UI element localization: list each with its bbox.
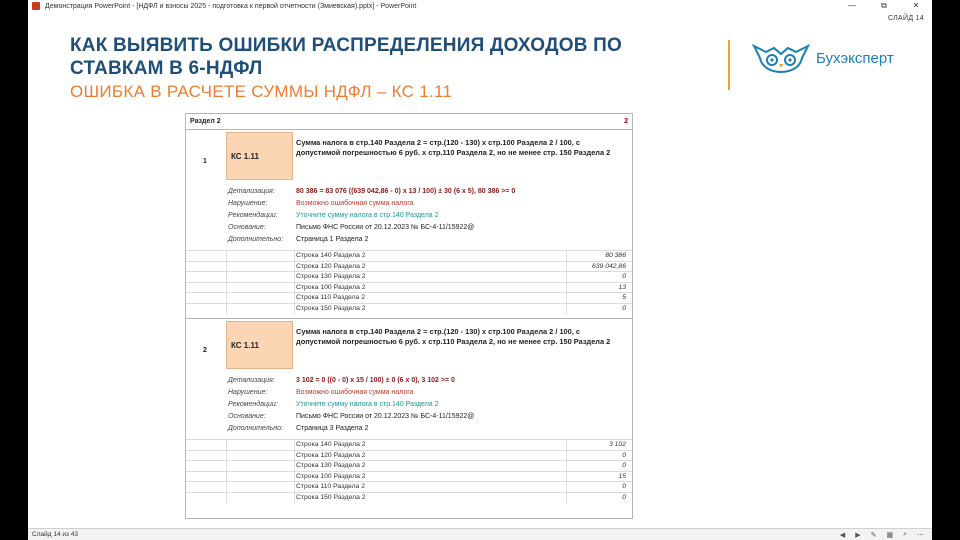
recommendation-row: Рекомендации: Уточните сумму налога в стр.140 Раздела 2 — [228, 212, 439, 219]
basis-row: Основание: Письмо ФНС России от 20.12.2023 № БС-4-11/15922@ — [228, 413, 475, 420]
window-title-bar — [28, 0, 932, 12]
additional-row: Дополнительно: Страница 1 Раздела 2 — [228, 236, 369, 243]
close-button[interactable]: ✕ — [912, 1, 920, 10]
recommendation-row: Рекомендации: Уточните сумму налога в стр.140 Раздела 2 — [228, 401, 439, 408]
violation-row: Нарушение: Возможно ошибочная сумма налога — [228, 389, 414, 396]
previous-slide-icon[interactable]: ◀ — [839, 531, 846, 539]
divider-line — [728, 40, 730, 90]
report-header — [186, 114, 632, 130]
powerpoint-icon — [32, 2, 40, 10]
table-row: Строка 130 Раздела 2 0 — [186, 271, 632, 282]
more-options-icon[interactable]: ⋯ — [917, 531, 924, 539]
slide-number: СЛАЙД 14 — [888, 15, 924, 22]
table-row: Строка 130 Раздела 2 0 — [186, 460, 632, 471]
error-number: 2 — [203, 347, 207, 354]
logo-text: Бухэксперт — [816, 49, 894, 67]
line-values — [186, 439, 632, 502]
table-row: Строка 110 Раздела 2 5 — [186, 292, 632, 303]
table-row: Строка 100 Раздела 2 13 — [186, 282, 632, 293]
basis-row: Основание: Письмо ФНС России от 20.12.2023 № БС-4-11/15922@ — [228, 224, 475, 231]
next-slide-icon[interactable]: ▶ — [855, 531, 861, 539]
error-block — [186, 319, 632, 508]
restore-button[interactable]: ⧉ — [881, 1, 887, 10]
pen-icon[interactable]: ✎ — [870, 531, 877, 539]
grid-view-icon[interactable]: ▦ — [886, 531, 894, 539]
slide-title: КАК ВЫЯВИТЬ ОШИБКИ РАСПРЕДЕЛЕНИЯ ДОХОДОВ ПО СТАВКАМ В 6-НДФЛ — [70, 35, 622, 79]
line-values — [186, 250, 632, 313]
additional-row: Дополнительно: Страница 3 Раздела 2 — [228, 425, 369, 432]
violation-row: Нарушение: Возможно ошибочная сумма налога — [228, 200, 414, 207]
section-label: Раздел 2 — [190, 118, 221, 125]
zoom-icon[interactable]: ⌕ — [903, 530, 907, 538]
table-row: Строка 100 Раздела 2 15 — [186, 471, 632, 482]
table-row: Строка 150 Раздела 2 0 — [186, 303, 632, 314]
window-controls — [836, 0, 932, 12]
table-row: Строка 150 Раздела 2 0 — [186, 492, 632, 503]
table-row: Строка 140 Раздела 2 80 386 — [186, 250, 632, 261]
detail-row: Детализация: 3 102 = 0 ((0 - 0) x 15 / 100) ± 0 (6 x 0), 3 102 >= 0 — [228, 377, 455, 384]
control-ratio-description: Сумма налога в стр.140 Раздела 2 = стр.(120 - 130) x стр.100 Раздела 2 / 100, с допустимой погрешностью 6 руб. x стр.110 Раздела 2, но не менее стр. 150 Раздела 2 — [296, 138, 611, 157]
table-row: Строка 120 Раздела 2 0 — [186, 450, 632, 461]
statusbar-controls — [840, 531, 924, 539]
slide-counter: Слайд 14 из 43 — [32, 531, 79, 538]
table-row: Строка 110 Раздела 2 0 — [186, 481, 632, 492]
error-report-table — [185, 113, 633, 519]
slide[interactable] — [28, 12, 932, 528]
detail-row: Детализация: 80 386 = 83 076 ((639 042,86 - 0) x 13 / 100) ± 30 (6 x 5), 80 386 >= 0 — [228, 188, 516, 195]
slide-subtitle: ОШИБКА В РАСЧЕТЕ СУММЫ НДФЛ – КС 1.11 — [70, 82, 453, 101]
buhexpert-logo — [752, 42, 894, 74]
status-bar — [28, 528, 932, 540]
error-count: 2 — [624, 118, 628, 125]
table-row: Строка 120 Раздела 2 639 042,86 — [186, 261, 632, 272]
error-block — [186, 130, 632, 319]
control-ratio-code: КС 1.11 — [226, 321, 293, 369]
control-ratio-code: КС 1.11 — [226, 132, 293, 180]
table-row: Строка 140 Раздела 2 3 102 — [186, 439, 632, 450]
control-ratio-description: Сумма налога в стр.140 Раздела 2 = стр.(120 - 130) x стр.100 Раздела 2 / 100, с допустимой погрешностью 6 руб. x стр.110 Раздела 2, но не менее стр. 150 Раздела 2 — [296, 327, 611, 346]
window-title: Демонстрация PowerPoint - [НДФЛ и взносы 2025 - подготовка к первой отчетности (Змиевская).pptx] - PowerPoint — [45, 2, 417, 10]
owl-logo-icon — [752, 42, 810, 74]
minimize-button[interactable]: — — [848, 1, 856, 10]
error-number: 1 — [203, 158, 207, 165]
